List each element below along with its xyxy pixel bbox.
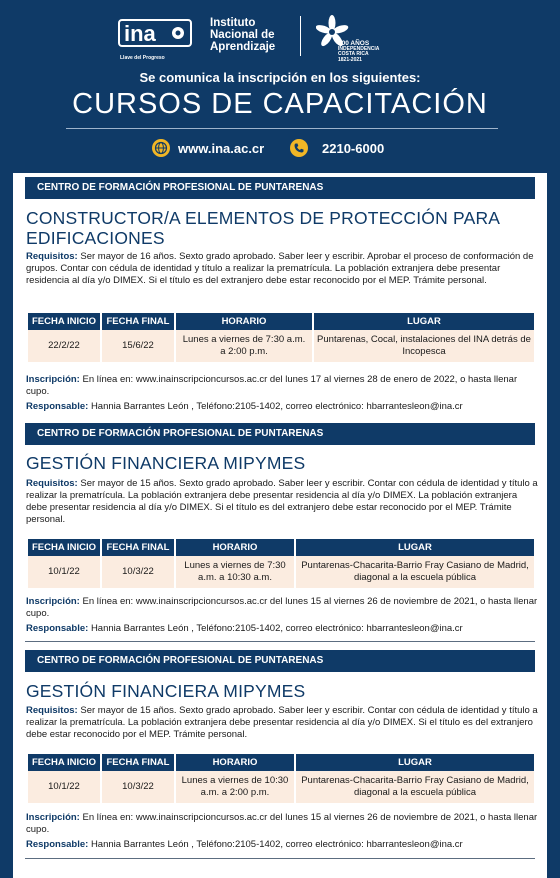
phone-number[interactable]: 2210-6000 — [322, 140, 385, 156]
requirements-text: Ser mayor de 15 años. Sexto grado aprobado. Saber leer y escribir. Contar con cédula de identidad y título a realizar la prematrícula. La población extranjera debe presentar residencia al día y/o DIMEX. Si el título es del extranjero debe estar reconocido por el MEP. Trámite personal. — [26, 705, 538, 740]
requirements — [26, 251, 538, 287]
logo-bar — [0, 14, 560, 62]
schedule: Lunes a viernes de 7:30 a.m. a 2:00 p.m. — [176, 330, 312, 362]
start-date: 22/2/22 — [28, 330, 100, 362]
place: Puntarenas, Cocal, instalaciones del INA detrás de Incopesca — [314, 330, 534, 362]
col-end-header: FECHA FINAL — [102, 313, 174, 330]
inscription — [26, 374, 538, 398]
phone-contact[interactable] — [290, 139, 384, 157]
institute-name-line: Instituto — [210, 17, 256, 29]
col-place-header: LUGAR — [296, 539, 534, 556]
inscription — [26, 812, 538, 836]
courses-panel — [13, 173, 547, 878]
center-name: CENTRO DE FORMACIÓN PROFESIONAL DE PUNTARENAS — [37, 655, 324, 666]
course-schedule-table — [26, 313, 536, 362]
responsible-label: Responsable: — [26, 623, 89, 634]
col-place-header: LUGAR — [314, 313, 534, 330]
center-band — [25, 423, 535, 445]
end-date: 15/6/22 — [102, 330, 174, 362]
announcement: Se comunica la inscripción en los siguientes: — [139, 70, 421, 85]
header — [0, 0, 560, 172]
course-title: CONSTRUCTOR/A ELEMENTOS DE PROTECCIÓN PARA EDIFICACIONES — [26, 208, 500, 248]
responsible — [26, 839, 538, 851]
responsible-label: Responsable: — [26, 401, 89, 412]
table-header-row — [28, 313, 534, 330]
title-divider — [66, 128, 498, 129]
schedule: Lunes a viernes de 7:30 a.m. a 10:30 a.m. — [176, 556, 294, 588]
col-start-header: FECHA INICIO — [28, 539, 100, 556]
institute-name-line: Nacional de — [210, 29, 275, 41]
course-schedule-table — [26, 539, 536, 588]
col-schedule-header: HORARIO — [176, 313, 312, 330]
col-schedule-header: HORARIO — [176, 539, 294, 556]
responsible-text: Hannia Barrantes León , Teléfono:2105-1402, correo electrónico: hbarrantesleon@ina.cr — [90, 839, 463, 850]
bicentennial-line: INDEPENDENCIA — [338, 45, 380, 52]
responsible-label: Responsable: — [26, 839, 89, 850]
requirements — [26, 478, 538, 526]
requirements-label: Requisitos: — [26, 478, 78, 489]
phone-icon — [290, 139, 308, 157]
ina-logo — [118, 16, 198, 54]
logo-tagline: Llave del Progreso — [120, 55, 165, 61]
place: Puntarenas-Chacarita-Barrio Fray Casiano de Madrid, diagonal a la escuela pública — [296, 771, 534, 803]
responsible — [26, 623, 538, 635]
requirements — [26, 705, 538, 741]
page-title: CURSOS DE CAPACITACIÓN — [72, 88, 488, 120]
col-start-header: FECHA INICIO — [28, 313, 100, 330]
logo-divider — [300, 16, 301, 56]
website-contact[interactable] — [152, 139, 264, 157]
table-header-row — [28, 754, 534, 771]
col-schedule-header: HORARIO — [176, 754, 294, 771]
responsible-text: Hannia Barrantes León , Teléfono:2105-1402, correo electrónico: hbarrantesleon@ina.cr — [90, 623, 463, 634]
course-title: GESTIÓN FINANCIERA MIPYMES — [26, 453, 306, 473]
inscription-label: Inscripción: — [26, 812, 80, 823]
inscription — [26, 596, 538, 620]
col-end-header: FECHA FINAL — [102, 539, 174, 556]
place: Puntarenas-Chacarita-Barrio Fray Casiano de Madrid, diagonal a la escuela pública — [296, 556, 534, 588]
requirements-label: Requisitos: — [26, 251, 78, 262]
inscription-text: En línea en: www.inainscripcioncursos.ac.cr del lunes 15 al viernes 26 de noviembre de 2021, o hasta llenar cupo. — [26, 812, 538, 835]
end-date: 10/3/22 — [102, 771, 174, 803]
inscription-text: En línea en: www.inainscripcioncursos.ac.cr del lunes 15 al viernes 26 de noviembre de 2021, o hasta llenar cupo. — [26, 596, 538, 619]
requirements-text: Ser mayor de 15 años. Sexto grado aprobado. Saber leer y escribir. Contar con cédula de identidad y título a realizar la prematrícula. La población extranjera debe presentar residencia al día y/o DIMEX. La población extranjera debe presentar residencia al día y/o DIMEX. Si el título es del extranjero debe estar reconocido por el MEP. Trámite personal. — [26, 478, 538, 525]
section-divider — [25, 641, 535, 642]
start-date: 10/1/22 — [28, 556, 100, 588]
col-end-header: FECHA FINAL — [102, 754, 174, 771]
center-name: CENTRO DE FORMACIÓN PROFESIONAL DE PUNTARENAS — [37, 428, 324, 439]
inscription-label: Inscripción: — [26, 374, 80, 385]
course-schedule-table — [26, 754, 536, 803]
start-date: 10/1/22 — [28, 771, 100, 803]
table-row — [28, 330, 534, 362]
center-band — [25, 650, 535, 672]
section-divider — [25, 858, 535, 859]
bicentennial-line: COSTA RICA — [338, 51, 369, 57]
schedule: Lunes a viernes de 10:30 a.m. a 2:00 p.m. — [176, 771, 294, 803]
globe-icon — [152, 139, 170, 157]
end-date: 10/3/22 — [102, 556, 174, 588]
table-row — [28, 556, 534, 588]
course-title: GESTIÓN FINANCIERA MIPYMES — [26, 681, 306, 701]
bicentennial-line: 200 AÑOS — [338, 40, 370, 47]
center-name: CENTRO DE FORMACIÓN PROFESIONAL DE PUNTARENAS — [37, 182, 324, 193]
center-band — [25, 177, 535, 199]
requirements-label: Requisitos: — [26, 705, 78, 716]
table-header-row — [28, 539, 534, 556]
table-row — [28, 771, 534, 803]
institute-name-line: Aprendizaje — [210, 41, 276, 53]
bicentennial-line: 1821-2021 — [338, 56, 362, 63]
inscription-label: Inscripción: — [26, 596, 80, 607]
responsible — [26, 401, 538, 413]
requirements-text: Ser mayor de 16 años. Sexto grado aprobado. Saber leer y escribir. Aprobar el proceso de conformación de grupos. Contar con cédula de identidad y título a realizar la prematrícula. La población extranjera debe presentar residencia al día y/o DIMEX. Si el título es del extranjero debe estar reconocido por el MEP. Trámite personal. — [26, 251, 534, 286]
institute-name — [210, 17, 275, 53]
website-link[interactable]: www.ina.ac.cr — [178, 140, 265, 156]
col-start-header: FECHA INICIO — [28, 754, 100, 771]
bicentennial-text — [338, 41, 379, 63]
contact-bar — [0, 139, 560, 161]
responsible-text: Hannia Barrantes León , Teléfono:2105-1402, correo electrónico: hbarrantesleon@ina.cr — [90, 401, 463, 412]
col-place-header: LUGAR — [296, 754, 534, 771]
inscription-text: En línea en: www.inainscripcioncursos.ac.cr del lunes 17 al viernes 28 de enero de 2022, o hasta llenar cupo. — [26, 374, 518, 397]
logo-text: ina — [124, 21, 156, 46]
